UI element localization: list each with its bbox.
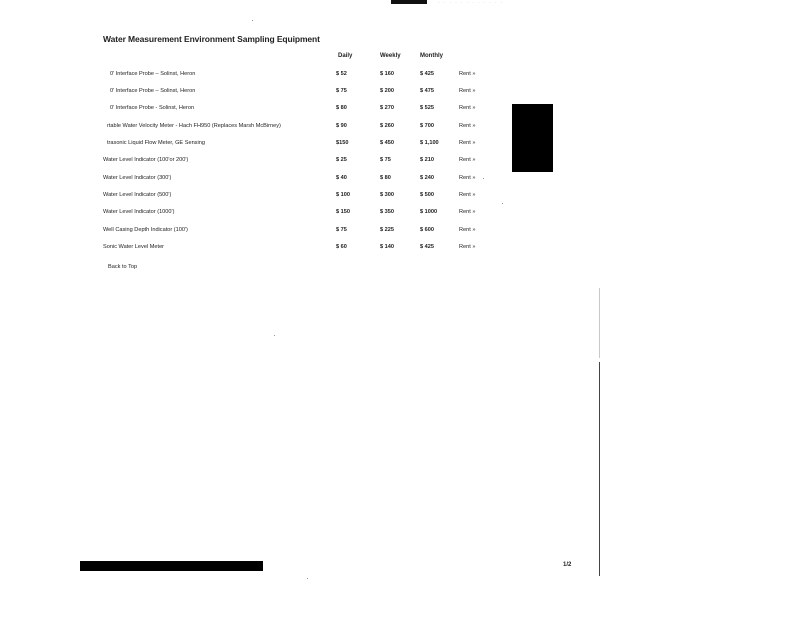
equipment-name: Sonic Water Level Meter [103,244,165,250]
daily-rate: $ 150 [336,209,350,215]
monthly-rate: $ 700 [420,123,434,129]
daily-rate: $ 75 [336,88,347,94]
monthly-rate: $ 475 [420,88,434,94]
page-edge-line [599,362,600,576]
monthly-rate: $ 425 [420,71,434,77]
table-row [0,157,800,169]
weekly-rate: $ 80 [380,175,391,181]
table-row [0,123,800,135]
equipment-name: 0' Interface Probe – Solinst, Heron [110,88,196,94]
rent-link[interactable]: Rent » [459,123,476,129]
column-header-monthly: Monthly [420,53,443,59]
rent-link[interactable]: Rent » [459,88,476,94]
scan-speck [502,203,503,204]
rent-link[interactable]: Rent » [459,209,476,215]
table-row [0,175,800,187]
monthly-rate: $ 500 [420,192,434,198]
monthly-rate: $ 210 [420,157,434,163]
equipment-name: Water Level Indicator (500') [103,192,172,198]
weekly-rate: $ 450 [380,140,394,146]
table-row [0,227,800,239]
daily-rate: $ 25 [336,157,347,163]
equipment-name: Well Casing Depth Indicator (100') [103,227,188,233]
weekly-rate: $ 270 [380,105,394,111]
page-number: 1/2 [563,562,572,568]
weekly-rate: $ 75 [380,157,391,163]
rent-link[interactable]: Rent » [459,175,476,181]
weekly-rate: $ 225 [380,227,394,233]
daily-rate: $ 80 [336,105,347,111]
equipment-name: 0' Interface Probe – Solinst, Heron [110,71,196,77]
rent-link[interactable]: Rent » [459,227,476,233]
rent-link[interactable]: Rent » [459,192,476,198]
table-row [0,209,800,221]
rent-link[interactable]: Rent » [459,140,476,146]
monthly-rate: $ 1,100 [420,140,439,146]
redaction-block [512,104,553,172]
scan-speck [307,578,308,579]
equipment-name: rtable Water Velocity Meter - Hach FH950 (Replaces Marsh McBirney) [107,123,281,129]
daily-rate: $ 75 [336,227,347,233]
page-title: Water Measurement Environment Sampling Equipment [103,34,320,44]
scan-speck [252,20,253,21]
daily-rate: $ 52 [336,71,347,77]
scan-speck [483,178,484,179]
weekly-rate: $ 260 [380,123,394,129]
daily-rate: $ 90 [336,123,347,129]
weekly-rate: $ 160 [380,71,394,77]
redaction-bar-top [391,0,427,4]
equipment-name: 0' Interface Probe - Solinst, Heron [110,105,195,111]
daily-rate: $ 40 [336,175,347,181]
equipment-name: Water Level Indicator (1000') [103,209,175,215]
equipment-name: Water Level Indicator (300') [103,175,172,181]
daily-rate: $ 100 [336,192,350,198]
page-edge-line-faint [599,288,600,358]
weekly-rate: $ 140 [380,244,394,250]
header-faint-text: · · · · · · · · · · · · [438,0,504,6]
monthly-rate: $ 240 [420,175,434,181]
column-header-weekly: Weekly [380,53,401,59]
monthly-rate: $ 525 [420,105,434,111]
scan-speck [274,335,275,336]
rent-link[interactable]: Rent » [459,157,476,163]
column-header-daily: Daily [338,53,353,59]
equipment-name: trasonic Liquid Flow Meter, GE Sensing [107,140,205,146]
weekly-rate: $ 300 [380,192,394,198]
monthly-rate: $ 425 [420,244,434,250]
daily-rate: $150 [336,140,349,146]
rent-link[interactable]: Rent » [459,244,476,250]
equipment-name: Water Level Indicator (100'or 200') [103,157,189,163]
table-row [0,105,800,117]
rent-link[interactable]: Rent » [459,71,476,77]
redaction-bar-footer [80,561,263,571]
daily-rate: $ 60 [336,244,347,250]
table-row [0,88,800,100]
table-row [0,192,800,204]
weekly-rate: $ 200 [380,88,394,94]
table-row [0,71,800,83]
monthly-rate: $ 600 [420,227,434,233]
rent-link[interactable]: Rent » [459,105,476,111]
table-row [0,140,800,152]
weekly-rate: $ 350 [380,209,394,215]
back-to-top-link[interactable]: Back to Top [108,264,138,270]
monthly-rate: $ 1000 [420,209,438,215]
table-row [0,244,800,256]
